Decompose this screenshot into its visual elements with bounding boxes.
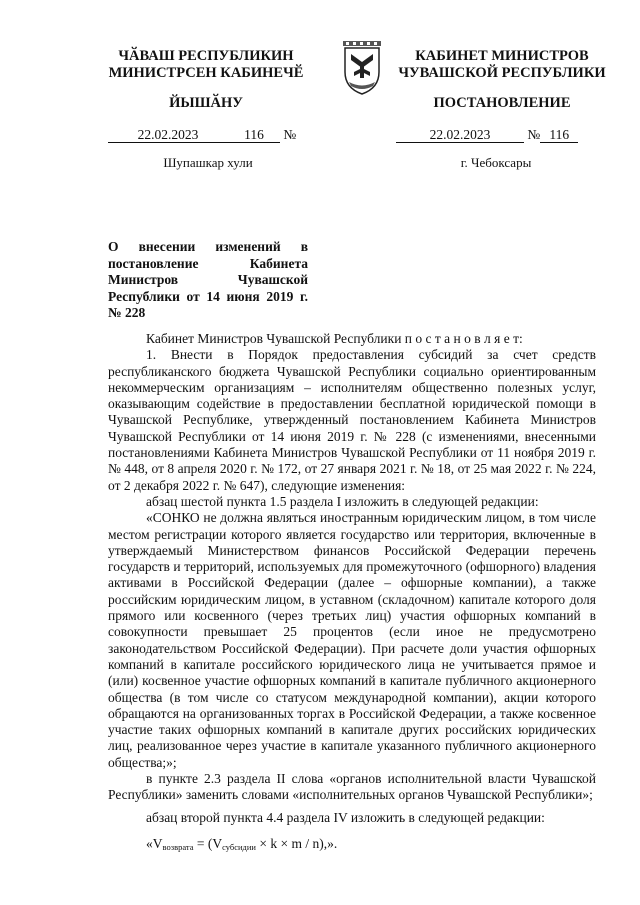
header-left-number: 116 [228,127,280,143]
document-title: О внесении изменений в постановление Кабинета Министров Чувашской Республики от 14 июня 2019 г. № 228 [108,239,308,320]
body-paragraph-6: абзац второй пункта 4.4 раздела IV изложить в следующей редакции: [146,809,545,825]
body-paragraph-5: в пункте 2.3 раздела II слова «органов исполнительной власти Чувашской Республики» заменить словами «исполнительных органов Чувашской Республики»; [108,771,596,803]
header-right-number: 116 [540,127,578,143]
formula-sub-subsidy: субсидии [222,841,256,852]
header-left-date-number [108,127,328,143]
header-left-date: 22.02.2023 [108,127,228,143]
header-right-doc-type: ПОСТАНОВЛЕНИЕ [433,95,571,111]
header-right-city: г. Чебоксары [460,155,532,170]
document-body [108,331,596,855]
header-right-date: 22.02.2023 [396,127,524,143]
formula-close: × k × m / n),». [255,835,338,851]
formula-sub-return: возврата [162,841,194,852]
header-left-doc-type: ЙЫШӐНУ [169,95,243,111]
chuvash-republic-emblem-icon [337,40,387,96]
body-paragraph-3: абзац шестой пункта 1.5 раздела I изложить в следующей редакции: [146,493,539,509]
body-paragraph-2: 1. Внести в Порядок предоставления субсидий за счет средств республиканского бюджета Чувашской Республики социально ориентированным некоммерческим организациям – исполнителям общественно полезных услуг, оказывающим содействие в предоставлении бесплатной юридической помощи в Чувашской Республике, утвержденный постановлением Кабинета Министров Чувашской Республики от 14 июня 2019 г. № 228 (с изменениями, внесенными постановлениями Кабинета Министров Чувашской Республики от 11 ноября 2019 г. № 448, от 8 апреля 2020 г. № 172, от 27 января 2021 г. № 18, от 25 мая 2022 г. № 224, от 2 декабря 2022 г. № 647), следующие изменения: [108,347,596,493]
header-right-date-number [396,127,616,143]
header-right-line1: КАБИНЕТ МИНИСТРОВ [415,48,589,64]
body-paragraph-4: «СОНКО не должна являться иностранным юридическим лицом, в том числе местом регистрации которого является государство или территория, включенные в утверждаемый Министерством финансов Российской Федерации перечень государств и территорий, используемых для промежуточного (офшорного) владения активами в Российской Федерации (далее – офшорные компании), а также российским юридическим лицом, в уставном (складочном) капитале которого доля прямого или косвенного (через третьих лиц) участия офшорных компаний в совокупности превышает 25 процентов (если иное не предусмотрено законодательством Российской Федерации). При расчете доли участия офшорных компаний в капитале российского юридического лица не учитывается прямое и (или) косвенное участие офшорных компаний в капитале публичного акционерного общества (в том числе со статусом международной компании), акции которого обращаются на организованных торгах в Российской Федерации, а также косвенное участие таких офшорных компаний в капитале других российских юридических лиц, реализованное через участие в капитале указанного публичного акционерного общества;»; [108,510,596,770]
header-left-number-sign: № [283,127,297,142]
header-right-line2: ЧУВАШСКОЙ РЕСПУБЛИКИ [398,65,606,81]
header-left-line2: МИНИСТРСЕН КАБИНЕЧӖ [108,65,304,81]
header-left-city: Шупашкар хули [163,155,253,170]
header-left-name [96,48,316,82]
formula-open: «V [146,835,163,851]
header-right-number-sign: № [527,127,541,142]
body-paragraph-1: Кабинет Министров Чувашской Республики п о с т а н о в л я е т: [146,331,523,346]
formula-mid: = (V [193,835,223,851]
formula [108,836,596,855]
header-left-line1: ЧӐВАШ РЕСПУБЛИКИН [118,48,294,64]
header-right-name [382,48,622,82]
